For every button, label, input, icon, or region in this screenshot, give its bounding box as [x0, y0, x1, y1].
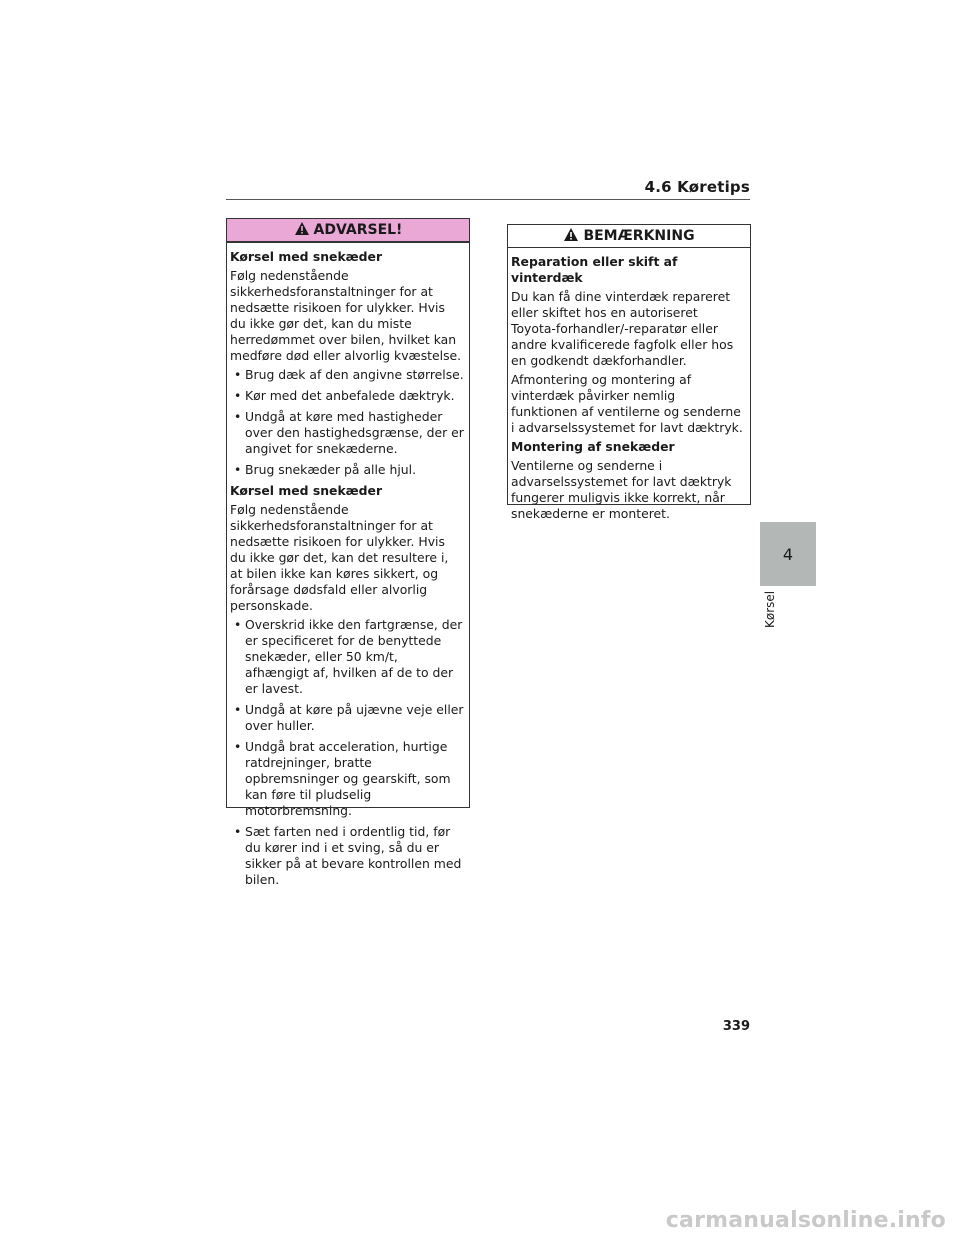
notice-title: BEMÆRKNING	[583, 228, 695, 244]
notice-paragraph-2: Afmontering og montering af vinterdæk påvirker nemlig funktionen af ventilerne og senderne i advarselssystemet for lavt dæktryk.	[511, 372, 743, 435]
chapter-tab	[760, 522, 816, 586]
warning-triangle-icon	[294, 221, 310, 240]
warning-list-2	[230, 617, 464, 888]
warning-list-1	[230, 367, 464, 478]
list-item: • Kør med det anbefalede dæktryk.	[230, 388, 464, 404]
page-number: 339	[722, 1019, 750, 1034]
list-item: • Brug dæk af den angivne størrelse.	[230, 367, 464, 383]
header-divider	[226, 199, 750, 200]
notice-triangle-icon	[563, 227, 579, 246]
section-title: 4.6 Køretips	[644, 178, 750, 196]
list-item: • Undgå at køre på ujævne veje eller over huller.	[230, 702, 464, 734]
warning-heading-1: Kørsel med snekæder	[230, 249, 383, 264]
warning-box	[226, 218, 470, 887]
warning-header	[227, 219, 469, 243]
list-item: • Brug snekæder på alle hjul.	[230, 462, 464, 478]
notice-heading-2: Montering af snekæder	[511, 439, 675, 454]
notice-paragraph-3: Ventilerne og senderne i advarselssystemet for lavt dæktryk fungerer muligvis ikke korrekt, når snekæderne er monteret.	[511, 458, 732, 521]
notice-box	[507, 224, 751, 521]
warning-content	[227, 243, 469, 888]
watermark: carmanualsonline.info	[665, 1208, 946, 1233]
chapter-number: 4	[782, 544, 794, 564]
warning-title: ADVARSEL!	[313, 222, 403, 238]
notice-header	[508, 225, 750, 248]
notice-content	[508, 248, 750, 522]
list-item: • Overskrid ikke den fartgrænse, der er specificeret for de benyttede snekæder, eller 50 km/t, afhængigt af, hvilken af de to der er lavest.	[230, 617, 464, 697]
warning-heading-2: Kørsel med snekæder	[230, 483, 383, 498]
list-item: • Sæt farten ned i ordentlig tid, før du kører ind i et sving, så du er sikker på at bevare kontrollen med bilen.	[230, 824, 464, 888]
chapter-label-text: Kørsel	[763, 590, 777, 628]
notice-paragraph-1: Du kan få dine vinterdæk repareret eller skiftet hos en autoriseret Toyota-forhandler/-reparatør eller andre kvalificerede fagfolk eller hos en godkendt dækforhandler.	[511, 289, 734, 368]
warning-intro-1: Følg nedenstående sikkerhedsforanstaltninger for at nedsætte risikoen for ulykker. Hvis du ikke gør det, kan du miste herredømmet over bilen, hvilket kan medføre død eller alvorlig kvæstelse.	[230, 268, 462, 363]
list-item: • Undgå brat acceleration, hurtige ratdrejninger, bratte opbremsninger og gearskift, som kan føre til pludselig motorbremsning.	[230, 739, 464, 819]
notice-heading-1: Reparation eller skift af vinterdæk	[511, 254, 678, 285]
chapter-label	[763, 590, 783, 630]
warning-intro-2: Følg nedenstående sikkerhedsforanstaltninger for at nedsætte risikoen for ulykker. Hvis du ikke gør det, kan det resultere i, at bilen ikke kan køres sikkert, og forårsage dødsfald eller alvorlig personskade.	[230, 502, 449, 613]
list-item: • Undgå at køre med hastigheder over den hastighedsgrænse, der er angivet for snekæderne.	[230, 409, 464, 457]
